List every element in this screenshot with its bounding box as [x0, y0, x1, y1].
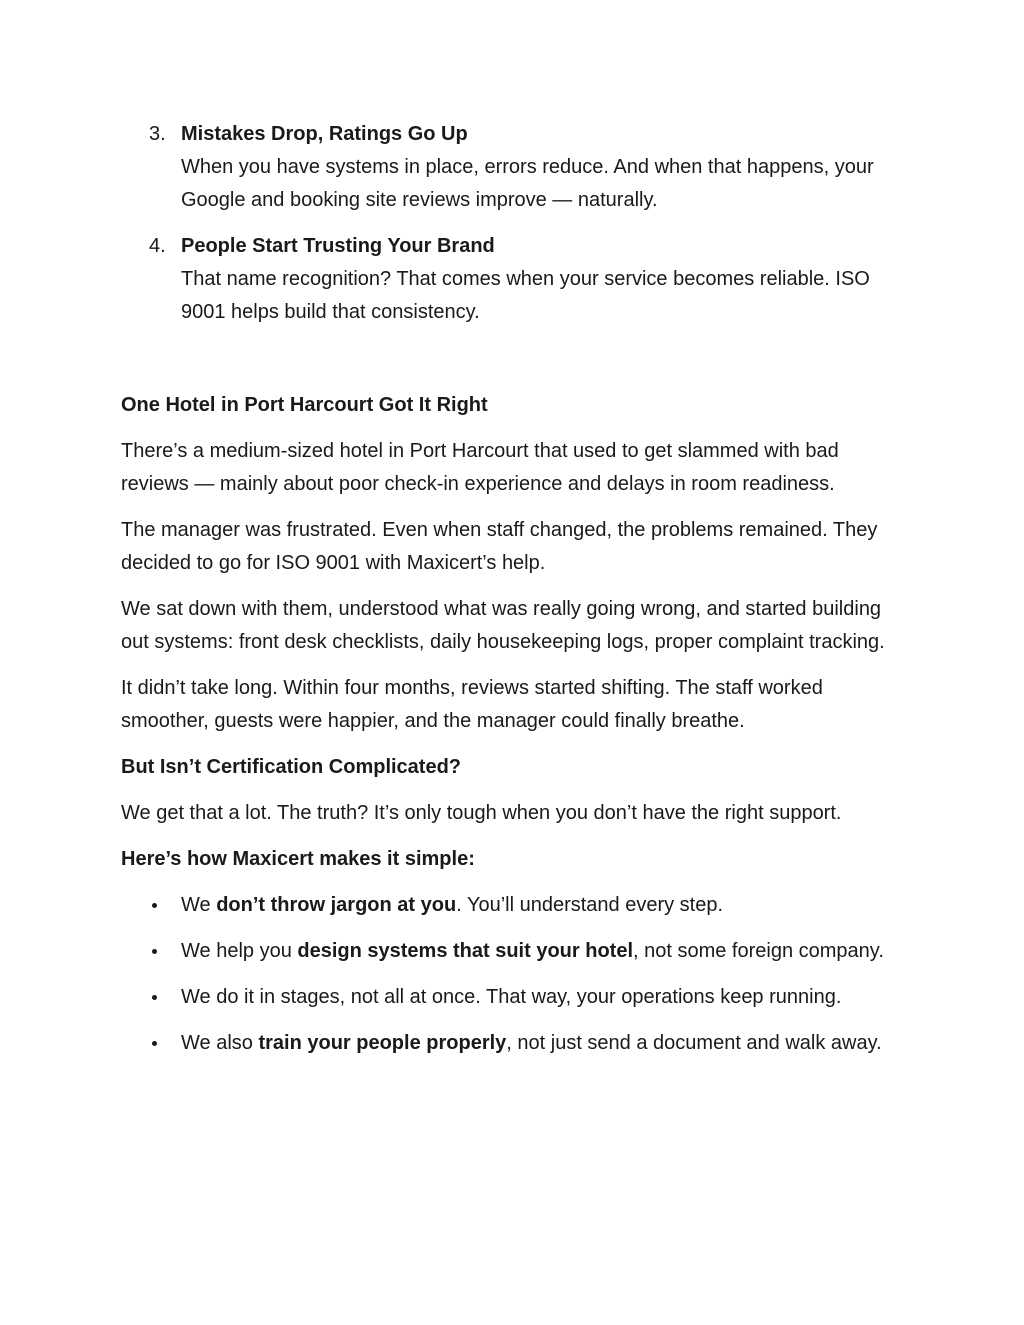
list-item-body: That name recognition? That comes when your service becomes reliable. ISO 9001 helps build that consistency. — [181, 268, 870, 323]
bullet-dot-icon — [152, 995, 157, 1000]
list-number: 3. — [149, 123, 166, 145]
bullet-text: We do it in stages, not all at once. That way, your operations keep running. — [181, 986, 842, 1008]
bullet-item — [121, 981, 901, 1014]
paragraph: It didn’t take long. Within four months, reviews started shifting. The staff worked smoother, guests were happier, and the manager could finally breathe. — [121, 677, 823, 732]
bullet-item — [121, 1027, 901, 1060]
faq-heading: But Isn’t Certification Complicated? — [121, 756, 462, 778]
list-item-title: People Start Trusting Your Brand — [181, 235, 495, 257]
numbered-list — [121, 118, 901, 329]
list-item — [121, 118, 901, 217]
bullet-text: We help you — [181, 940, 298, 962]
paragraph: We get that a lot. The truth? It’s only tough when you don’t have the right support. — [121, 802, 842, 824]
list-item-title: Mistakes Drop, Ratings Go Up — [181, 123, 468, 145]
bullet-bold-text: train your people properly — [258, 1032, 507, 1054]
list-item-body: When you have systems in place, errors reduce. And when that happens, your Google and booking site reviews improve — naturally. — [181, 156, 874, 211]
how-heading: Here’s how Maxicert makes it simple: — [121, 848, 475, 870]
case-study-heading: One Hotel in Port Harcourt Got It Right — [121, 394, 488, 416]
bullet-text: We also — [181, 1032, 259, 1054]
bullet-dot-icon — [152, 1041, 157, 1046]
bullet-text: , not some foreign company. — [633, 940, 884, 962]
bullet-item — [121, 889, 901, 922]
list-number: 4. — [149, 235, 166, 257]
bullet-list — [121, 889, 901, 1060]
bullet-dot-icon — [152, 903, 157, 908]
bullet-bold-text: don’t throw jargon at you — [216, 894, 457, 916]
bullet-item — [121, 935, 901, 968]
bullet-dot-icon — [152, 949, 157, 954]
paragraph: The manager was frustrated. Even when staff changed, the problems remained. They decided to go for ISO 9001 with Maxicert’s help. — [121, 519, 878, 574]
paragraph: We sat down with them, understood what was really going wrong, and started building out systems: front desk checklists, daily housekeeping logs, proper complaint tracking. — [121, 598, 885, 653]
bullet-text: , not just send a document and walk away. — [506, 1032, 882, 1054]
paragraph: There’s a medium-sized hotel in Port Harcourt that used to get slammed with bad reviews — mainly about poor check-in experience and delays in room readiness. — [121, 440, 839, 495]
bullet-bold-text: design systems that suit your hotel — [297, 940, 633, 962]
bullet-text: We — [181, 894, 217, 916]
bullet-text: . You’ll understand every step. — [456, 894, 724, 916]
list-item — [121, 230, 901, 329]
document-page — [121, 118, 901, 1073]
